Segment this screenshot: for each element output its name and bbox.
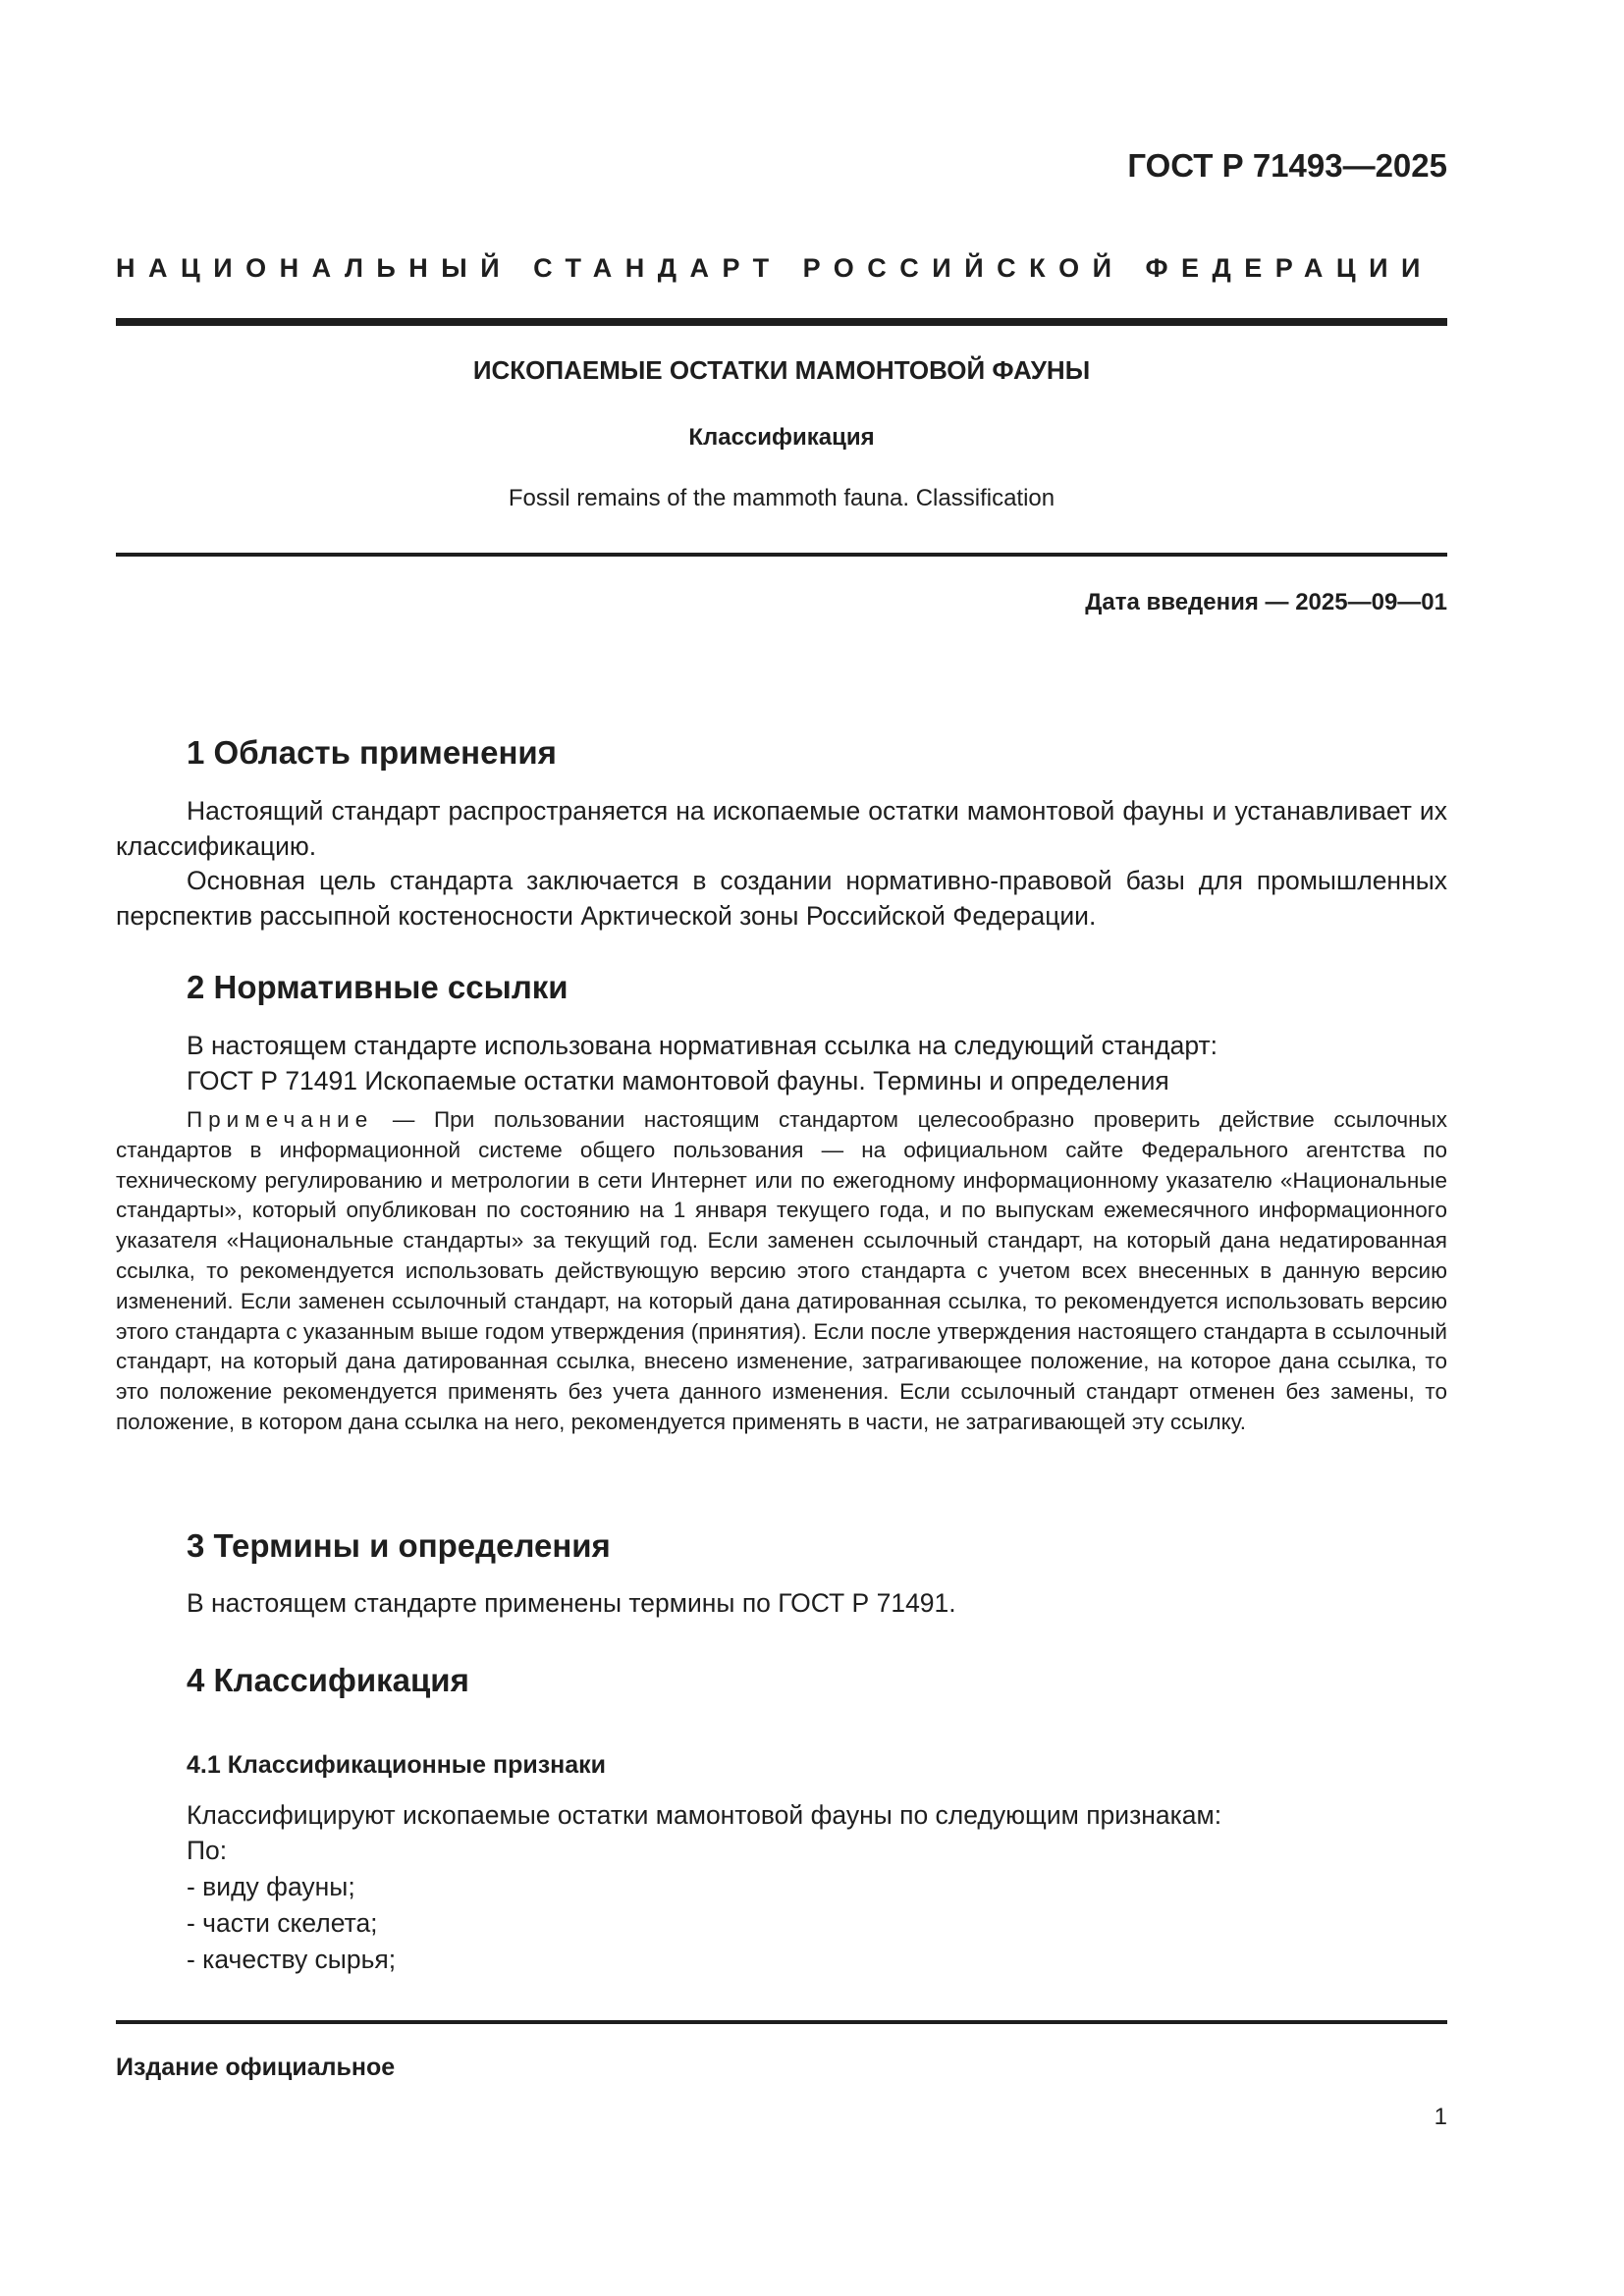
introduction-date: Дата введения — 2025—09—01 [1085, 589, 1447, 615]
list-item: - качеству сырья; [187, 1945, 397, 1974]
top-rule [116, 318, 1447, 326]
title-rule [116, 553, 1447, 557]
section-4-1-intro: Классифицируют ископаемые остатки мамонтовой фауны по следующим признакам: [187, 1800, 1222, 1830]
section-4-heading: 4 Классификация [187, 1662, 469, 1698]
section-1-paragraph-2: Основная цель стандарта заключается в создании нормативно-правовой базы для промышленных перспектив рассыпной костеносности Арктической зоны Российской Федерации. [116, 866, 1447, 931]
section-4-1-heading: 4.1 Классификационные признаки [187, 1751, 607, 1779]
section-1-paragraph-1: Настоящий стандарт распространяется на ископаемые остатки мамонтовой фауны и устанавливает их классификацию. [116, 796, 1447, 861]
section-2-heading: 2 Нормативные ссылки [187, 969, 568, 1005]
document-title: ИСКОПАЕМЫЕ ОСТАТКИ МАМОНТОВОЙ ФАУНЫ [472, 355, 1091, 385]
list-item: - виду фауны; [187, 1872, 355, 1901]
page-number: 1 [1434, 2104, 1447, 2130]
document-subtitle: Классификация [688, 424, 875, 451]
list-item: - части скелета; [187, 1908, 378, 1938]
note-text: — При пользовании настоящим стандартом целесообразно проверить действие ссылочных стандартов в информационной системе общего пользования — на официальном сайте Федерального агентства по техническому регулированию и метрологии в сети Интернет или по ежегодному информационному указателю «Национальные стандарты», который опубликован по состоянию на 1 января текущего года, и по выпускам ежемесячного информационного указателя «Национальные стандарты» за текущий год. Если заменен ссылочный стандарт, на который дана недатированная ссылка, то рекомендуется использовать действующую версию этого стандарта с учетом всех внесенных в данную версию изменений. Если заменен ссылочный стандарт, на который дана датированная ссылка, то рекомендуется использовать версию этого стандарта с указанным выше годом утверждения (принятия). Если после утверждения настоящего стандарта в ссылочный стандарт, на который дана датированная ссылка, внесено изменение, затрагивающее положение, на которое дана ссылка, то это положение рекомендуется применять без учета данного изменения. Если ссылочный стандарт отменен без замены, то положение, в котором дана ссылка на него, рекомендуется применять в части, не затрагивающей эту ссылку. [116, 1107, 1447, 1434]
note [116, 1105, 1447, 1438]
section-3-text: В настоящем стандарте применены термины по ГОСТ Р 71491. [187, 1588, 956, 1618]
footer-rule [116, 2020, 1447, 2024]
english-title: Fossil remains of the mammoth fauna. Classification [508, 485, 1056, 511]
section-3-heading: 3 Термины и определения [187, 1527, 611, 1564]
document-number: ГОСТ Р 71493—2025 [1127, 147, 1447, 184]
section-1-heading: 1 Область применения [187, 734, 557, 771]
official-edition-label: Издание официальное [116, 2054, 396, 2081]
classification-list [187, 1869, 396, 1978]
standard-banner: НАЦИОНАЛЬНЫЙ СТАНДАРТ РОССИЙСКОЙ ФЕДЕРАЦИИ [116, 253, 1434, 283]
section-2-intro: В настоящем стандарте использована нормативная ссылка на следующий стандарт: [187, 1031, 1218, 1060]
note-label: Примечание [187, 1107, 374, 1132]
section-4-1-by: По: [187, 1836, 228, 1865]
normative-reference: ГОСТ Р 71491 Ископаемые остатки мамонтовой фауны. Термины и определения [187, 1066, 1169, 1095]
